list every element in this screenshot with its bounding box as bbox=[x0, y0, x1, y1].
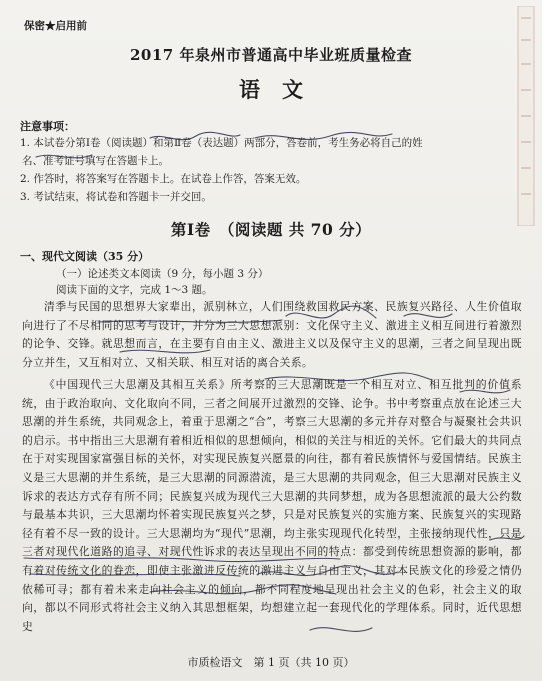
passage-paragraph-1: 清季与民国的思想界大家辈出，派别林立，人们围绕救国救民方案、民族复兴路径、人生价值取向进行了不尽相同的思考与设计，并分为三大思想派别：文化保守主义、激进主义相互间进行着激烈的论争、交锋。就思想而言，在主要有自由主义、激进主义以及保守主义的思潮，三者之间呈现出既分立并生，又互相对立、又相关联、相互对话的离合关系。 bbox=[22, 300, 522, 369]
exam-title: 2017 年泉州市普通高中毕业班质量检查 bbox=[130, 46, 412, 64]
note-item-1-cont: 名、准考证号填写在答题卡上。 bbox=[22, 155, 169, 167]
reading-instruction: 阅读下面的文字，完成 1～3 题。 bbox=[56, 284, 213, 296]
confidential-label: 保密★启用前 bbox=[24, 20, 87, 32]
notes-heading: 注意事项： bbox=[20, 120, 75, 133]
note-item-2: 2. 作答时，将答案写在答题卡上。在试卷上作答，答案无效。 bbox=[20, 173, 307, 185]
note-item-3: 3. 考试结束，将试卷和答题卡一并交回。 bbox=[20, 191, 212, 203]
passage-paragraph-2: 《中国现代三大思潮及其相互关系》所考察的三大思潮既是一个相互对立、相互批判的价值系统，由于政治取向、文化取向不同，三者之间展开过激烈的交锋、论争。书中考察重点放在论述三大思潮的并生系统，共同观念上，着重于思潮之“合”，考察三大思潮的多元并存对整合与凝聚社会共识的启示。书中指出三大思潮有着相近相似的思想倾向，相似的关注与相近的关怀。它们最大的共同点在于对实现国家富强目标的关怀，对实现民族复兴愿景的向往，都有着民族情怀与爱国情结。民族主义是三大思潮的并生系统，是三大思潮的同源潜流，是三大思潮的共同观念，但三大思潮对民族主义诉求的表达方式存有所不同；民族复兴成为现代三大思潮的共同梦想，成为各思想流派的最大公约数与最基本共识，三大思潮均怀着实现民族复兴之梦，只是对民族复兴的实施方案、民族复兴的实现路径有着不尽一致的设计。三大思潮均为“现代”思潮，均主张实现现代化转型，主张接纳现代性，只是三者对现代化道路的追寻、对现代性诉求的表达呈现出不同的特点：都受到传统思想资源的影响，都有着对传统文化的眷恋，即使主张激进反传统的激进主义与自由主义，其对本民族文化的珍爱之情仍依稀可寻；都有着未来走向社会主义的倾向，都不同程度地呈现出社会主义的色彩，社会主义的取向，都以不同形式将社会主义纳入其思想框架，均想建立起一套现代化的学理体系。同时，近代思想史 bbox=[22, 378, 522, 633]
section-heading: 一、现代文阅读（35 分） bbox=[20, 250, 150, 263]
subsection-heading: （一）论述类文本阅读（9 分，每小题 3 分） bbox=[56, 268, 269, 280]
subject-title: 语文 bbox=[239, 77, 325, 102]
stamp-mark bbox=[516, 6, 536, 226]
note-item-1: 1. 本试卷分第Ⅰ卷（阅读题）和第Ⅱ卷（表达题）两部分，答卷前，考生务必将自己的姓 bbox=[20, 137, 423, 149]
page-footer: 市质检语文 第 1 页（共 10 页） bbox=[187, 656, 355, 669]
volume-title: 第Ⅰ卷 （阅读题 共 70 分） bbox=[170, 220, 372, 239]
